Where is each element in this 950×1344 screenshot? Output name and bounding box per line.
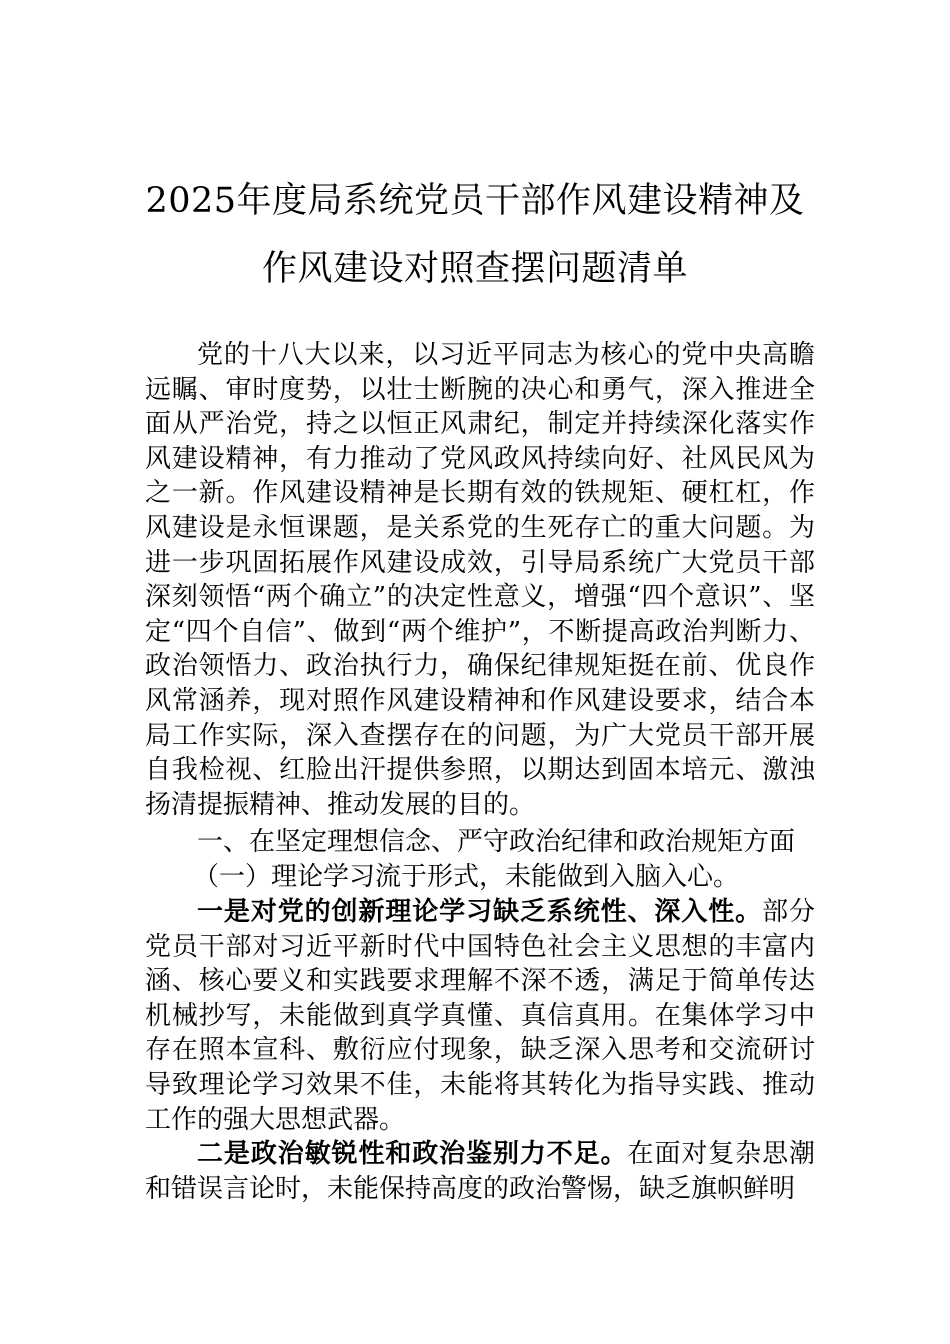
subsection-heading-1: （一）理论学习流于形式，未能做到入脑入心。 (193, 862, 740, 892)
point-2-text: 在面对复杂思潮和错误言论时，未能保持高度的政治警惕，缺乏旗帜鲜明 (145, 1139, 815, 1204)
point-paragraph-1 (145, 895, 815, 1137)
point-1-lead: 一是对党的创新理论学习缺乏系统性、深入性。 (197, 897, 763, 927)
document-title-line-2: 作风建设对照查摆问题清单 (261, 249, 688, 289)
document-title-line-1: 2025年度局系统党员干部作风建设精神及 (145, 181, 805, 221)
section-heading-1: 一、在坚定理想信念、严守政治纪律和政治规矩方面 (197, 827, 796, 857)
point-1-text: 部分党员干部对习近平新时代中国特色社会主义思想的丰富内涵、核心要义和实践要求理解不深不透，满足于简单传达机械抄写，未能做到真学真懂、真信真用。在集体学习中存在照本宣科、敷衍应付现象，缺乏深入思考和交流研讨导致理论学习效果不佳，未能将其转化为指导实践、推动工作的强大思想武器。 (145, 897, 815, 1135)
point-2-lead: 二是政治敏锐性和政治鉴别力不足。 (197, 1139, 628, 1169)
point-paragraph-2 (145, 1137, 815, 1206)
intro-paragraph: 党的十八大以来，以习近平同志为核心的党中央高瞻远瞩、审时度势，以壮士断腕的决心和勇气，深入推进全面从严治党，持之以恒正风肃纪，制定并持续深化落实作风建设精神，有力推动了党风政风持续向好、社风民风为之一新。作风建设精神是长期有效的铁规矩、硬杠杠，作风建设是永恒课题，是关系党的生死存亡的重大问题。为进一步巩固拓展作风建设成效，引导局系统广大党员干部深刻领悟“两个确立”的决定性意义，增强“四个意识”、坚定“四个自信”、做到“两个维护”，不断提高政治判断力、政治领悟力、政治执行力，确保纪律规矩挺在前、优良作风常涵养，现对照作风建设精神和作风建设要求，结合本局工作实际，深入查摆存在的问题，为广大党员干部开展自我检视、红脸出汗提供参照，以期达到固本培元、激浊扬清提振精神、推动发展的目的。 (145, 340, 815, 820)
